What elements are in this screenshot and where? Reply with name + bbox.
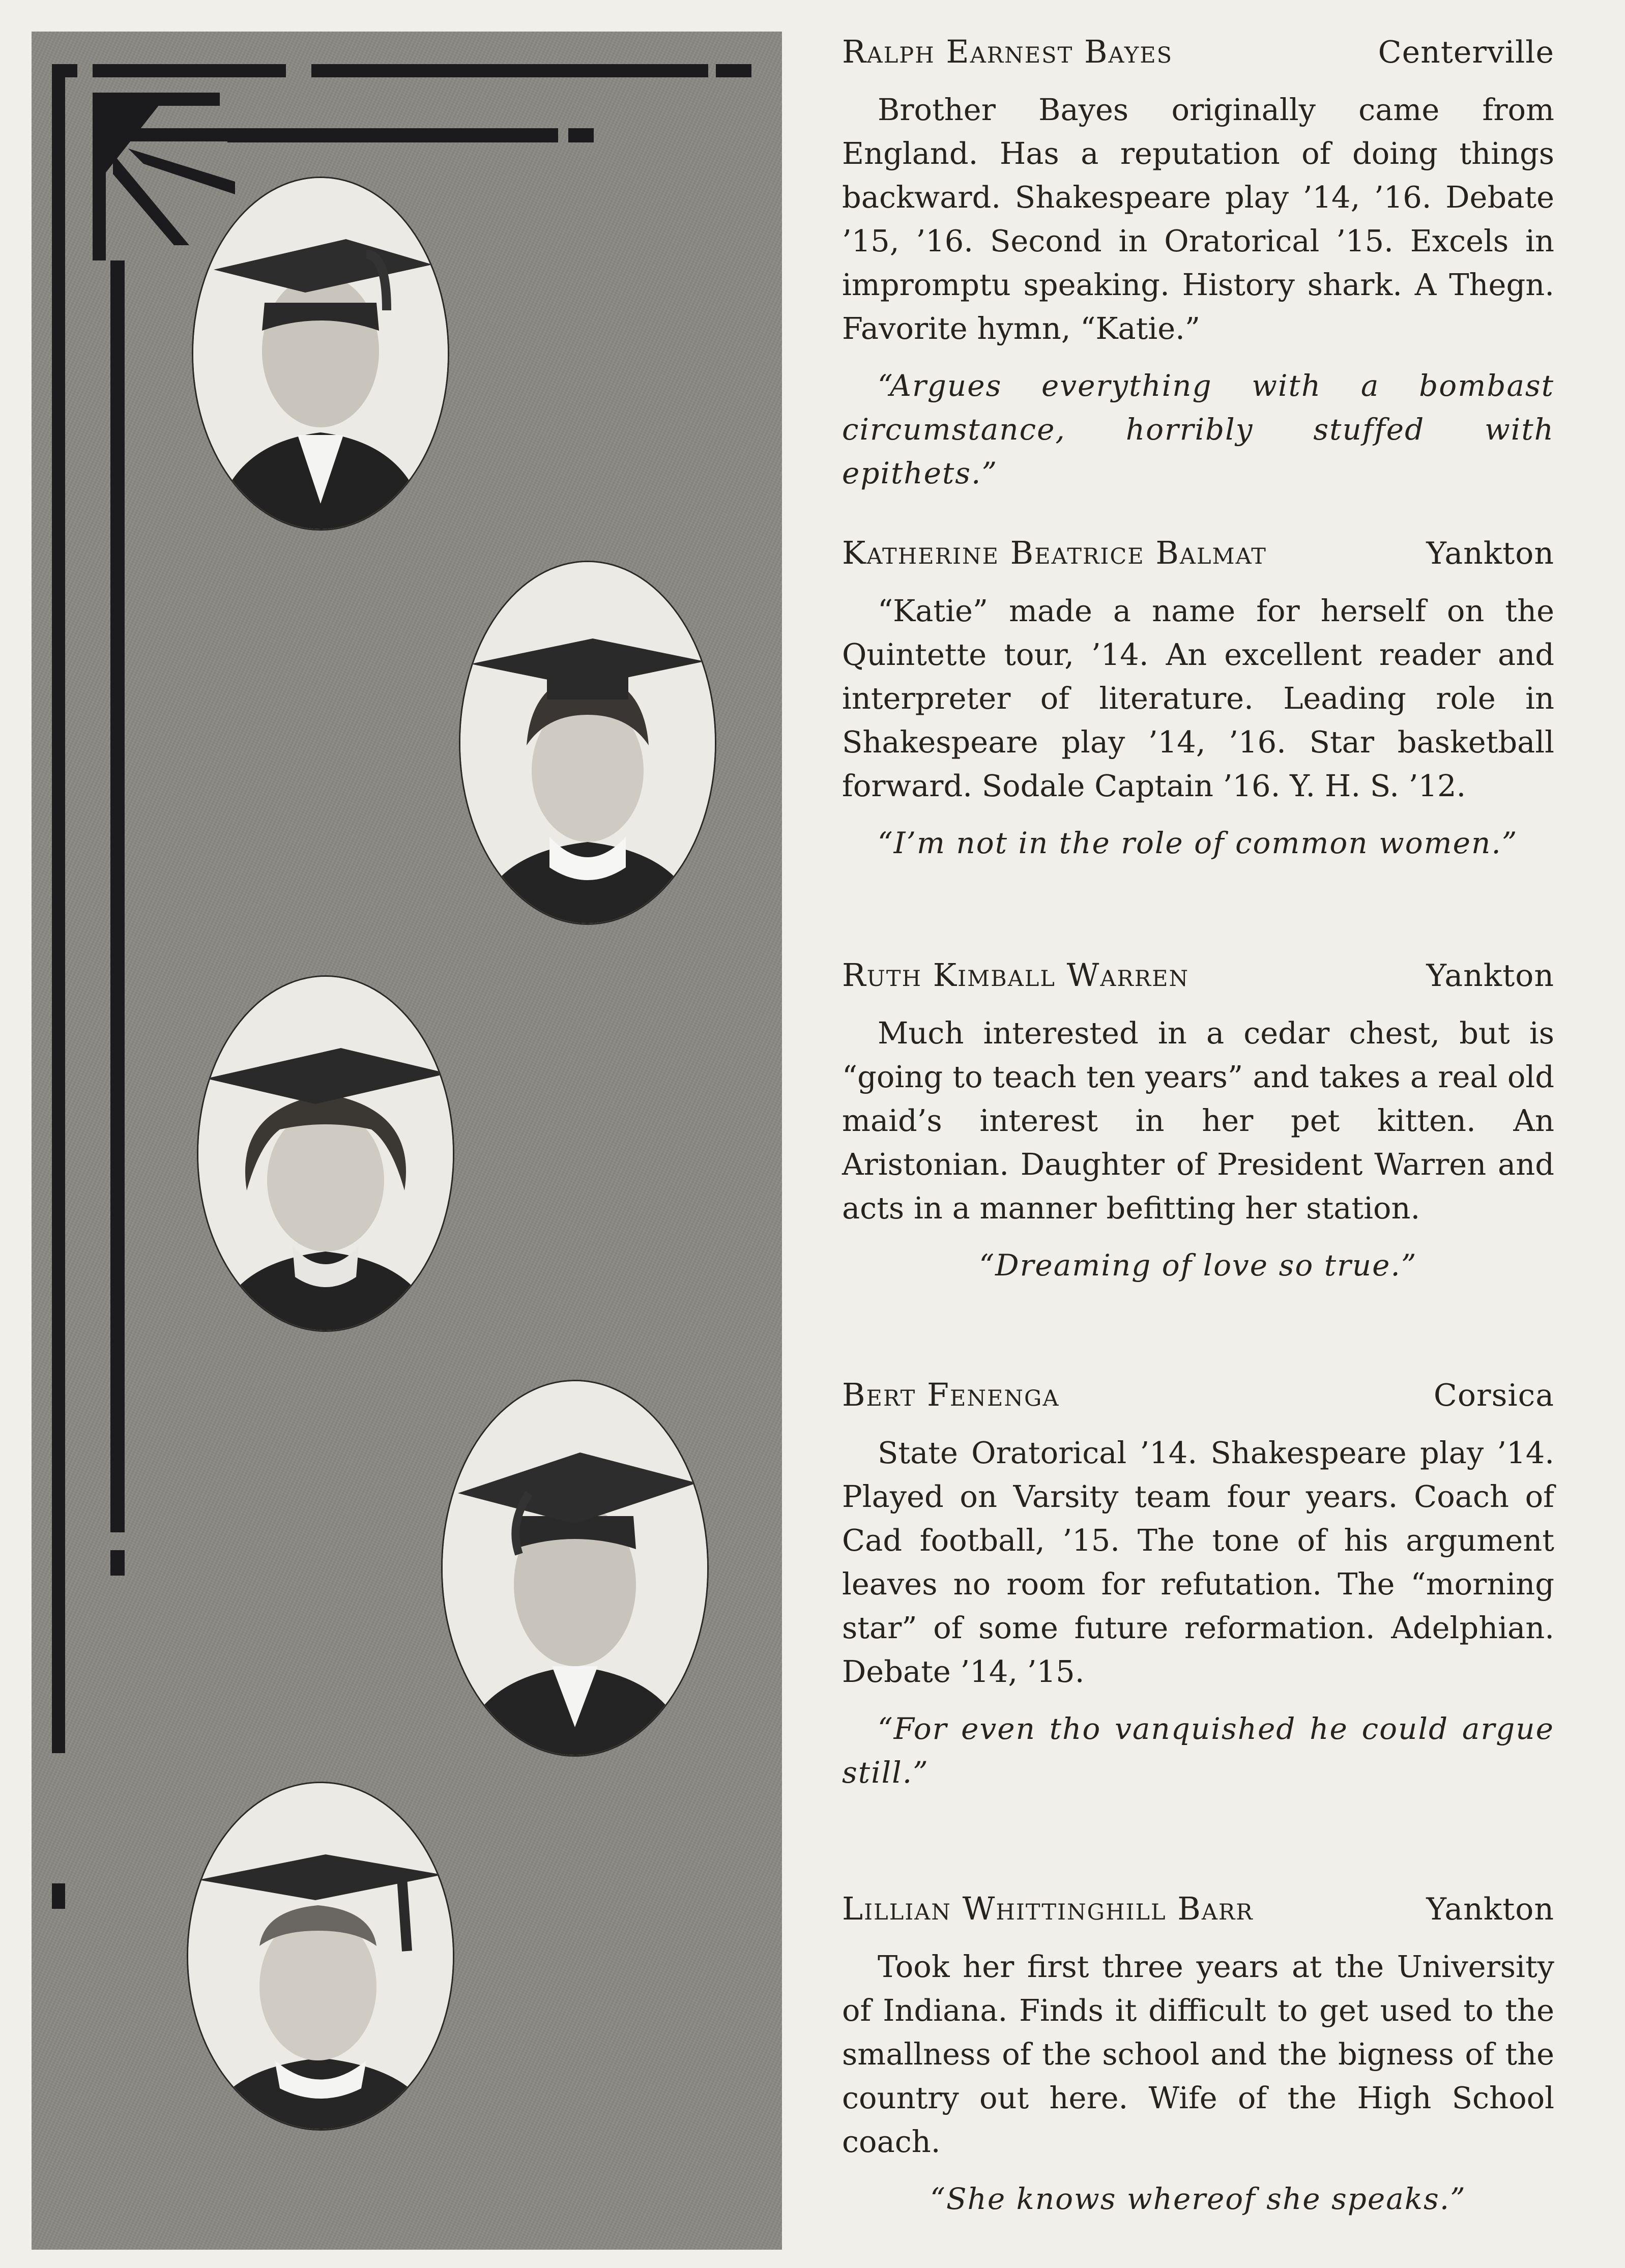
- frame-bar-left-1: [52, 64, 65, 1753]
- frame-bar-top-2: [93, 64, 286, 77]
- student-bio: Brother Bayes originally came from England. Has a reputation of doing things backward. Shakespeare play ’14, ’16. Debate ’15, ’16. Second in Oratorical ’15. Excels in impromptu speaking. History shark. A Thegn. Favorite hymn, “Katie.”: [842, 92, 1554, 346]
- student-quote: “I’m not in the role of common women.”: [878, 826, 1518, 860]
- entry-barr: [842, 1888, 1554, 2221]
- student-name: Bert Fenenga: [842, 1376, 1060, 1413]
- frame-bar-top-5: [227, 128, 558, 142]
- portrait-lillian-barr: [187, 1782, 454, 2131]
- corner-fan-ornament: [93, 93, 245, 260]
- photo-panel: [32, 32, 782, 2250]
- entry-balmat: [842, 533, 1554, 865]
- frame-bar-top-4: [716, 64, 751, 77]
- entry-header: [842, 1375, 1554, 1416]
- portrait-bert-fenenga: [441, 1380, 709, 1757]
- student-name: Ruth Kimball Warren: [842, 956, 1189, 994]
- frame-bar-top-3: [311, 64, 708, 77]
- entry-bayes: [842, 32, 1554, 495]
- frame-bar-left-3: [110, 260, 125, 1532]
- entry-warren: [842, 955, 1554, 1287]
- student-bio: “Katie” made a name for herself on the Quintette tour, ’14. An excellent reader and interpreter of literature. Leading role in Shakespeare play ’14, ’16. Star basketball forward. Sodale Captain ’16. Y. H. S. ’12.: [842, 593, 1554, 803]
- student-quote: “She knows whereof she speaks.”: [930, 2182, 1466, 2216]
- student-quote: “For even tho vanquished he could argue still.”: [842, 1711, 1554, 1790]
- student-name: Lillian Whittinghill Barr: [842, 1890, 1254, 1927]
- frame-bar-left-2: [52, 1883, 65, 1909]
- hometown: Yankton: [1426, 1892, 1554, 1927]
- student-name: Katherine Beatrice Balmat: [842, 534, 1267, 571]
- entry-fenenga: [842, 1375, 1554, 1794]
- portrait-ralph-bayes: [192, 177, 449, 531]
- student-bio: State Oratorical ’14. Shakespeare play ’14. Played on Varsity team four years. Coach of Cad football, ’15. The tone of his argument leaves no room for refutation. The “morning star” of some future reformation. Adelphian. Debate ’14, ’15.: [842, 1435, 1554, 1689]
- frame-bar-top-6: [568, 128, 594, 142]
- portrait-ruth-warren: [197, 975, 454, 1332]
- hometown: Corsica: [1433, 1378, 1554, 1413]
- frame-bar-left-4: [110, 1550, 125, 1576]
- hometown: Yankton: [1426, 536, 1554, 571]
- student-quote: “Argues everything with a bombast circumstance, horribly stuffed with epithets.”: [842, 368, 1554, 490]
- student-bio: Much interested in a cedar chest, but is “going to teach ten years” and takes a real old maid’s interest in her pet kitten. An Aristonian. Daughter of President Warren and acts in a manner befitting her station.: [842, 1015, 1554, 1226]
- student-name: Ralph Earnest Bayes: [842, 33, 1173, 70]
- student-bio: Took her first three years at the University of Indiana. Finds it difficult to get used to the smallness of the school and the bigness of the country out here. Wife of the High School coach.: [842, 1949, 1554, 2159]
- portrait-katherine-balmat: [459, 561, 716, 925]
- hometown: Yankton: [1426, 958, 1554, 994]
- entry-header: [842, 533, 1554, 574]
- hometown: Centerville: [1378, 35, 1554, 70]
- entry-header: [842, 1888, 1554, 1930]
- entry-header: [842, 32, 1554, 73]
- entry-header: [842, 955, 1554, 996]
- student-quote: “Dreaming of love so true.”: [979, 1248, 1417, 1283]
